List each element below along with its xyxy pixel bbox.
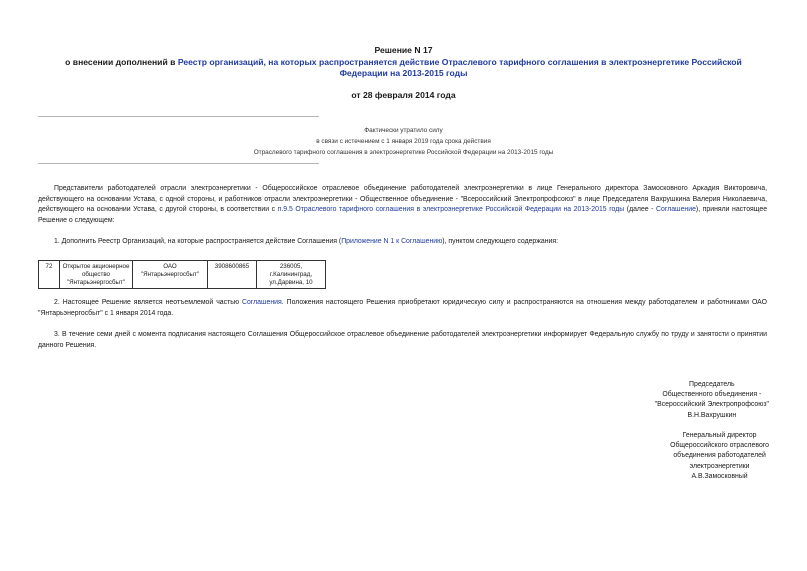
clause-9-5-link[interactable]: п.9.5 Отраслевого тарифного соглашения в электроэнергетике Российской Федерации на 2013-2015 годы [277, 206, 625, 214]
expired-line-1: Фактически утратило силу [364, 127, 443, 134]
agreement-link-2[interactable]: Соглашения [241, 299, 282, 306]
divider-top [38, 116, 319, 117]
expired-line-2: в связи с истечением с 1 января 2019 года срока действия [316, 138, 491, 145]
intro-text-3: ), приняли настоящее Решение о следующем: [38, 206, 768, 224]
decision-subject [50, 57, 757, 79]
signature-director [670, 431, 769, 482]
decision-title: Решение N 17 [374, 45, 433, 55]
intro-paragraph [38, 184, 767, 226]
sig2-line: объединения работодателей [673, 452, 766, 460]
registry-link[interactable]: Реестр организаций, на которых распространяется действие Отраслевого тарифного соглашения в электроэнергетике Российской Федерации на 2013-2015 годы [177, 57, 742, 78]
item-1 [54, 237, 754, 247]
divider-bottom [38, 163, 319, 164]
item-1-prefix: 1. Дополнить Реестр Организаций, на которые распространяется действие Соглашения ( [54, 238, 342, 245]
sig1-line: "Всероссийский Электропрофсоюз" [654, 401, 769, 409]
cell-address: 236005, г.Калининград, ул.Дарвина, 10 [257, 261, 326, 289]
sig2-line: электроэнергетики [689, 462, 750, 470]
agreement-short-link[interactable]: Соглашение [656, 206, 696, 214]
cell-short-name: ОАО "Янтарьэнергосбыт" [133, 261, 208, 289]
agreement-link[interactable]: Отраслевого тарифного соглашения в электроэнергетике Российской Федерации на 2013-2015 годы [253, 149, 554, 156]
cell-org-name: Открытое акционерное общество "Янтарьэнергосбыт" [60, 261, 133, 289]
item-2 [38, 298, 767, 319]
intro-text-2: (далее - [624, 206, 657, 214]
appendix-1-link[interactable]: Приложение N 1 к Соглашению [341, 238, 443, 245]
item-2-prefix: 2. Настоящее Решение является неотъемлемой частью [54, 299, 242, 306]
cell-number: 72 [39, 261, 60, 289]
table-row [39, 261, 326, 289]
item-3: 3. В течение семи дней с момента подписания настоящего Соглашения Общероссийское отраслевое объединение работодателей электроэнергетики информирует Федеральную службу по труду и занятости о принятии данного Решения. [38, 331, 767, 349]
intro-text-1: Представители работодателей отрасли электроэнергетики - Общероссийское отраслевое объединение работодателей электроэнергетики в лице Генерального директора Замосковного Аркадия Викторовича, действующего на основании Устава, с одной стороны, и работников отрасли электроэнергетики - Общественное объединение - "Всероссийский Электропрофсоюз" в лице Председателя Вахрушкина Валерия Николаевича, действующего на основании Устава, с другой стороны, в соответствии с [38, 185, 767, 214]
sig1-line: Председатель [689, 381, 735, 388]
cell-inn: 3908600865 [208, 261, 257, 289]
sig1-line: Общественного объединения - [662, 391, 762, 399]
item-2-suffix: . Положения настоящего Решения приобретают юридическую силу и распространяются на отношения между работодателем и работниками ОАО "Янтарьэнергосбыт" с 1 января 2014 года. [38, 299, 767, 317]
decision-date: от 28 февраля 2014 года [351, 90, 456, 100]
signature-chairman [655, 380, 769, 421]
registry-table [38, 260, 326, 289]
sig1-line: В.Н.Вахрушкин [687, 411, 737, 419]
sig2-line: Генеральный директор [682, 432, 757, 439]
subject-prefix: о внесении дополнений в [65, 57, 178, 67]
sig2-line: Общероссийского отраслевого [670, 442, 769, 450]
item-1-suffix: ), пунктом следующего содержания: [442, 238, 559, 245]
sig2-line: А.В.Замосковный [691, 472, 748, 480]
